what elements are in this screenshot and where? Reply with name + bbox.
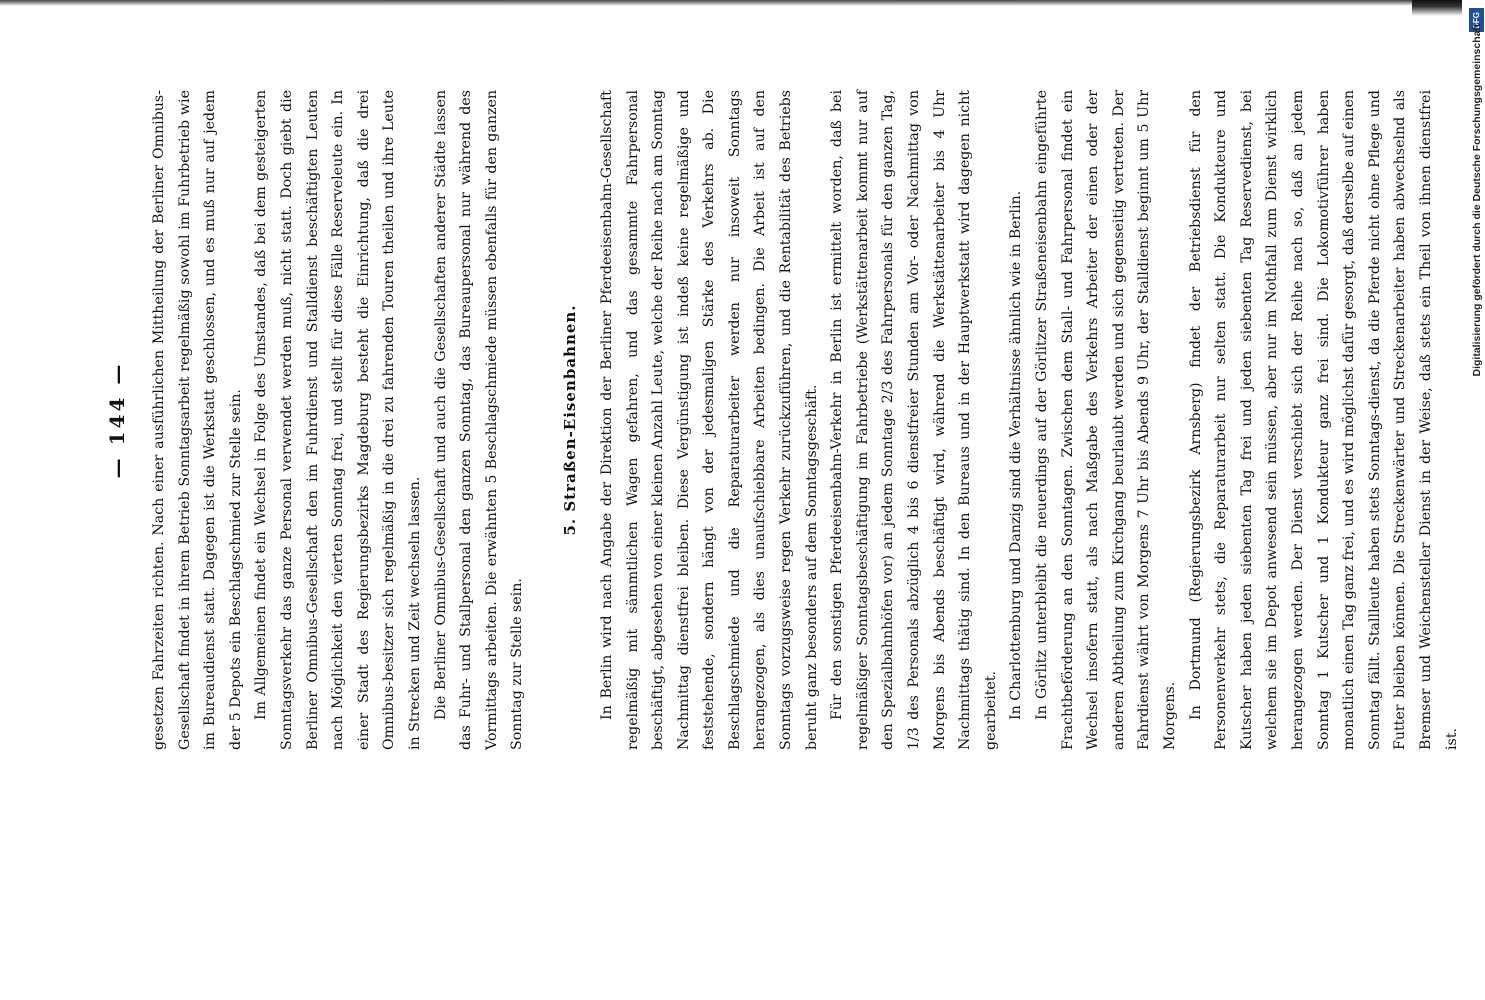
paragraph-charlottenburg: In Charlottenburg und Danzig sind die Verhältnisse ähnlich wie in Berlin. bbox=[1008, 190, 1025, 720]
paragraph-omnibus-1: gesetzen Fahrzeiten richten. Nach einer ausführlichen Mittheilung der Berliner Omnibus-Gesellschaft findet in ihrem Betrieb Sonntagsarbeit regelmäßig sowohl im Fuhrbetrieb wie im Bureaudienst statt. Dagegen ist die Werkstatt geschlossen, und es muß nur auf jedem der 5 Depots ein Beschlagschmied zur Stelle sein. bbox=[151, 90, 244, 750]
paragraph-dortmund: In Dortmund (Regierungsbezirk Arnsberg) findet der Betriebsdienst für den Personenverkehr stets, die Reparaturarbeit nur selten statt. Die Kondukteure und Kutscher haben jeden siebenten Tag frei und jeden siebenten Tag Reservedienst, bei welchem sie im Depot anwesend sein müssen, aber nur im Nothfall zum Dienst wirklich herangezogen werden. Der Dienst verschiebt sich der Reihe nach so, daß an jedem Sonntag 1 Kutscher und 1 Kondukteur ganz frei sind. Die Lokomotivführer haben monatlich einen Tag ganz frei, und es wird möglichst dafür gesorgt, daß derselbe auf einen Sonntag fällt. Stallleute haben stets Sonntags-dienst, da die Pferde nicht ohne Pflege und Futter bleiben können. Die Streckenwärter und Streckenarbeiter haben abwechselnd als Bremser und Weichensteller Dienst in der Weise, daß stets ein Theil von ihnen dienstfrei ist. bbox=[1187, 90, 1460, 750]
scan-top-shadow bbox=[0, 0, 1462, 6]
credit-text: Digitalisierung gefördert durch die Deutsche Forschungsgemeinschaft bbox=[1471, 23, 1483, 377]
digitization-credit bbox=[1470, 0, 1485, 400]
dfg-logo-text: DFG bbox=[1472, 11, 1482, 29]
paragraph-omnibus-2: Im Allgemeinen findet ein Wechsel in Folge des Umstandes, daß bei dem gesteigerten Sonntagsverkehr das ganze Personal verwendet werden muß, nicht statt. Doch giebt die Berliner Omnibus-Gesellschaft den im Fuhrdienst und Stalldienst beschäftigten Leuten nach Möglichkeit den vierten Sonntag frei, und stellt für diese Fälle Reserveleute ein. In einer Stadt des Regierungsbezirks Magdeburg besteht die Einrichtung, daß die drei Omnibus-besitzer sich regelmäßig in die drei zu fahrenden Touren theilen und ihre Leute in Strecken und Zeit wechseln lassen. bbox=[253, 90, 423, 750]
scanned-page bbox=[67, 50, 1460, 790]
paragraph-omnibus-3: Die Berliner Omnibus-Gesellschaft und auch die Gesellschaften anderer Städte lassen das Fuhr- und Stallpersonal den ganzen Sonntag, das Bureaupersonal nur während des Vormittags arbeiten. Die erwähnten 5 Beschlagschmiede müssen ebenfalls für den ganzen Sonntag zur Stelle sein. bbox=[432, 90, 526, 750]
paragraph-berlin: In Berlin wird nach Angabe der Direktion der Berliner Pferdeeisenbahn-Gesellschaft regelmäßig mit sämmtlichen Wagen gefahren, und das gesammte Fahrpersonal beschäftigt, abgesehen von einer kleinen Anzahl Leute, welche der Reihe nach am Sonntag Nachmittag dienstfrei bleiben. Diese Vergünstigung ist indeß keine regelmäßige und feststehende, sondern hängt von der jedesmaligen Stärke des Verkehrs ab. Die Beschlagschmiede und die Reparaturarbeiter werden nur insoweit Sonntags herangezogen, als dies unaufschiebbare Arbeiten bedingen. Die Arbeit ist auf den Sonntags vorzugsweise regen Verkehr zurückzuführen, und die Rentabilität des Betriebs beruht ganz besonders auf dem Sonntagsgeschäft. bbox=[598, 90, 820, 750]
section-heading: 5. Straßen-Eisenbahnen. bbox=[560, 304, 579, 536]
paragraph-goerlitz: In Görlitz unterbleibt die neuerdings auf der Görlitzer Straßeneisenbahn eingeführte Frachtbeförderung an den Sonntagen. Zwischen dem Stall- und Fahrpersonal findet ein Wechsel insofern statt, als nach Maßgabe des Verkehrs Arbeiter der einen oder der anderen Abtheilung zum Kirchgang beurlaubt werden und sich gegenseitig vertreten. Der Fahrdienst währt von Morgens 7 Uhr bis Abends 9 Uhr, der Stalldienst beginnt um 5 Uhr Morgens. bbox=[1034, 90, 1178, 750]
page-number: — 144 — bbox=[105, 361, 129, 479]
paragraph-pferdeeisenbahn: Für den sonstigen Pferdeeisenbahn-Verkehr in Berlin ist ermittelt worden, daß bei regelmäßiger Sonntagsbeschäftigung im Fahrbetriebe (Werkstättenarbeit kommt nur auf den Spezialbahnhöfen vor) an jedem Sonntage 2/3 des Fahrpersonals für den ganzen Tag, 1/3 des Personals abzüglich 4 bis 6 dienstfreier Stunden am Vor- oder Nachmittag von Morgens bis Abends beschäftigt wird, während die Werkstättenarbeiter bis 4 Uhr Nachmittags thätig sind. In den Bureaus und in der Hauptwerkstatt wird dagegen nicht gearbeitet. bbox=[829, 90, 999, 750]
scan-edge-shadow bbox=[1412, 0, 1462, 16]
